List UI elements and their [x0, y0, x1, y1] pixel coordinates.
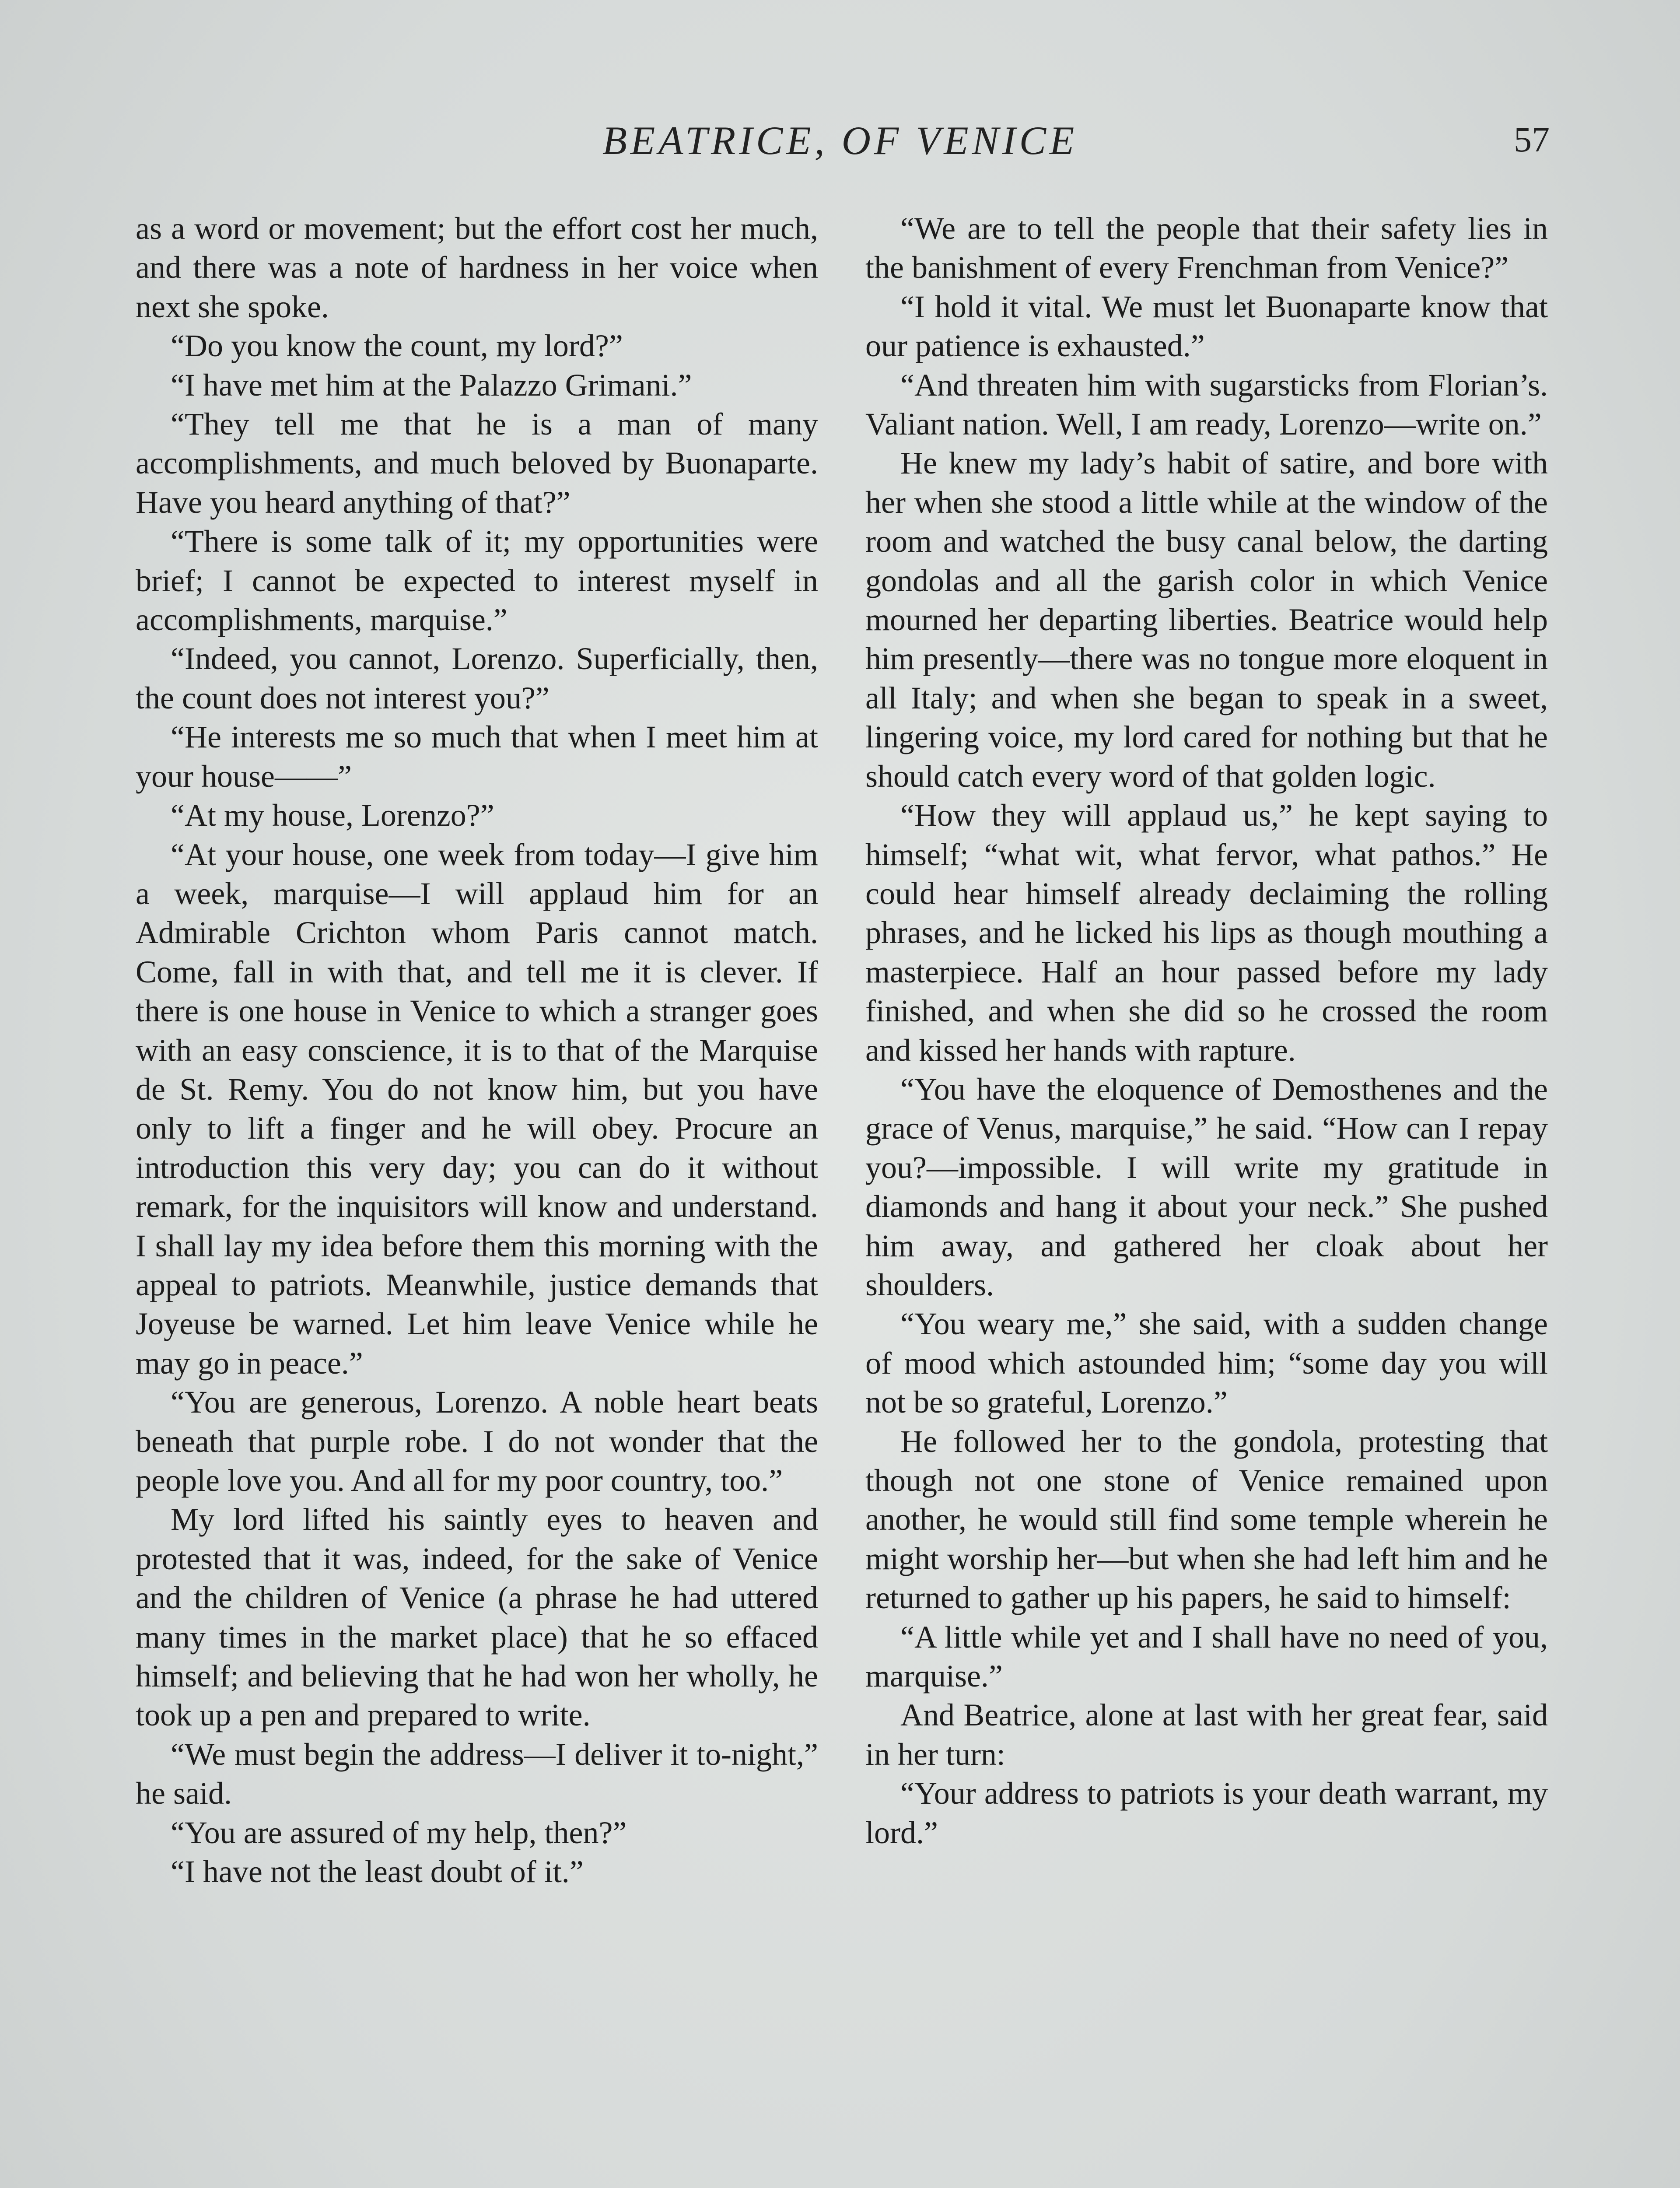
paragraph: He followed her to the gondola, protesting that though not one stone of Venice remained upon another, he would still find some temple wherein he might worship her—but when she had left him and he returned to gather up his papers, he said to himself: — [865, 1424, 1548, 1616]
paragraph: “You weary me,” she said, with a sudden change of mood which astounded him; “some day you will not be so grateful, Lorenzo.” — [865, 1306, 1548, 1420]
paragraph: “At your house, one week from today—I give him a week, marquise—I will applaud him for an Admirable Crichton whom Paris cannot match. Come, fall in with that, and tell me it is clever. If there is one house in Venice to which a stranger goes with an easy conscience, it is to that of the Marquise de St. Remy. You do not know him, but you have only to lift a finger and he will obey. Procure an introduction this very day; you can do it without remark, for the inquisitors will know and understand. I shall lay my idea before them this morning with the appeal to patriots. Meanwhile, justice demands that Joyeuse be warned. Let him leave Venice while he may go in peace.” — [136, 837, 818, 1381]
paragraph: “Your address to patriots is your death warrant, my lord.” — [865, 1776, 1548, 1850]
paragraph: as a word or movement; but the effort cost her much, and there was a note of hardness in her voice when next she spoke. — [136, 211, 818, 324]
left-column — [136, 209, 818, 1891]
paragraph: “We are to tell the people that their safety lies in the banishment of every Frenchman from Venice?” — [865, 211, 1548, 285]
paragraph: “There is some talk of it; my opportunities were brief; I cannot be expected to interest myself in accomplishments, marquise.” — [136, 524, 818, 638]
running-title: BEATRICE, OF VENICE — [602, 118, 1078, 163]
paragraph: “I hold it vital. We must let Buonaparte know that our patience is exhausted.” — [865, 289, 1548, 364]
paragraph: “Indeed, you cannot, Lorenzo. Superficially, then, the count does not interest you?” — [136, 641, 818, 715]
paragraph: “At my house, Lorenzo?” — [171, 798, 494, 833]
right-column — [865, 209, 1548, 1852]
paragraph: He knew my lady’s habit of satire, and bore with her when she stood a little while at the window of the room and watched the busy canal below, the darting gondolas and all the garish color in which Venice mourned her departing liberties. Beatrice would help him presently—there was no tongue more eloquent in all Italy; and when she began to speak in a sweet, lingering voice, my lord cared for nothing but that he should catch every word of that golden logic. — [865, 445, 1548, 794]
page-number: 57 — [1514, 119, 1550, 159]
paragraph: My lord lifted his saintly eyes to heaven and protested that it was, indeed, for the sake of Venice and the children of Venice (a phrase he had uttered many times in the market place) that he so effaced himself; and believing that he had won her wholly, he took up a pen and prepared to write. — [136, 1502, 818, 1733]
paragraph: “And threaten him with sugarsticks from Florian’s. Valiant nation. Well, I am ready, Lorenzo—write on.” — [865, 367, 1548, 442]
paragraph: And Beatrice, alone at last with her great fear, said in her turn: — [865, 1697, 1548, 1772]
paragraph: “How they will applaud us,” he kept saying to himself; “what wit, what fervor, what pathos.” He could hear himself already declaiming the rolling phrases, and he licked his lips as though mouthing a masterpiece. Half an hour passed before my lady finished, and when she did so he crossed the room and kissed her hands with rapture. — [865, 798, 1548, 1068]
paragraph: “You have the eloquence of Demosthenes and the grace of Venus, marquise,” he said. “How can I repay you?—impossible. I will write my gratitude in diamonds and hang it about your neck.” She pushed him away, and gathered her cloak about her shoulders. — [865, 1071, 1548, 1302]
paragraph: “We must begin the address—I deliver it to-night,” he said. — [136, 1736, 818, 1811]
paragraph: “You are assured of my help, then?” — [171, 1815, 627, 1850]
paragraph: “They tell me that he is a man of many accomplishments, and much beloved by Buonaparte. Have you heard anything of that?” — [136, 407, 818, 520]
paragraph: “He interests me so much that when I meet him at your house——” — [136, 719, 818, 794]
paragraph: “I have met him at the Palazzo Grimani.” — [171, 367, 692, 403]
paragraph: “I have not the least doubt of it.” — [171, 1854, 584, 1890]
paragraph: “You are generous, Lorenzo. A noble heart beats beneath that purple robe. I do not wonder that the people love you. And all for my poor country, too.” — [136, 1385, 818, 1498]
paragraph: “Do you know the count, my lord?” — [171, 328, 623, 364]
paragraph: “A little while yet and I shall have no need of you, marquise.” — [865, 1619, 1548, 1694]
